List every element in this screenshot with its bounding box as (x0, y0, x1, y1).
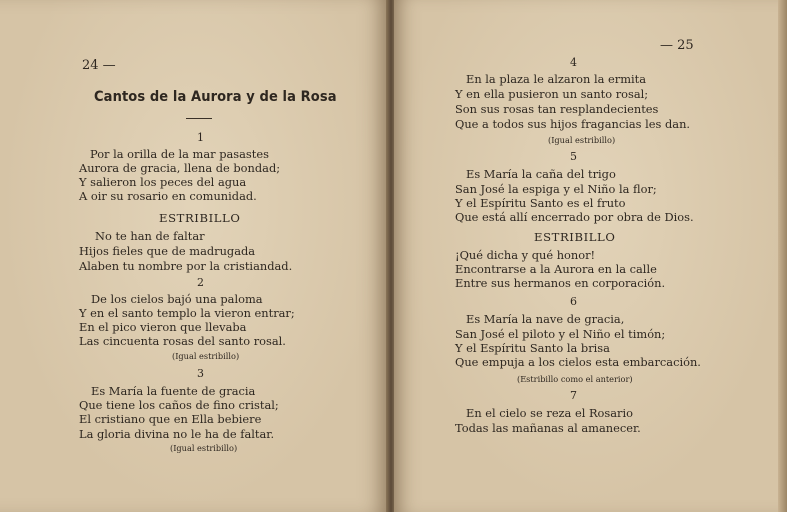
stanza-number: 5 (570, 150, 577, 163)
refrain-line: Encontrarse a la Aurora en la calle (455, 262, 657, 276)
verse-line: En el pico vieron que llevaba (79, 320, 247, 334)
refrain-note: (Igual estribillo) (548, 135, 616, 145)
stanza-number: 3 (197, 367, 204, 380)
verse-line: San José la espiga y el Niño la flor; (455, 182, 657, 196)
verse-line: Y el Espíritu Santo es el fruto (455, 196, 626, 210)
refrain-line: Entre sus hermanos en corporación. (455, 276, 666, 290)
verse-line: A oir su rosario en comunidad. (79, 189, 257, 203)
verse-line: Y el Espíritu Santo la brisa (455, 341, 610, 355)
refrain-note: (Igual estribillo) (172, 351, 240, 361)
verse-line: Que a todos sus hijos fragancias les dan. (455, 117, 691, 131)
verse-line: Es María la caña del trigo (466, 167, 616, 181)
verse-line: Es María la nave de gracia, (466, 312, 625, 326)
stanza-number: 1 (197, 131, 204, 144)
stanza-number: 4 (570, 56, 577, 69)
page-number: — 25 (660, 38, 694, 53)
verse-line: Y salieron los peces del agua (79, 175, 247, 189)
refrain-line: Hijos fieles que de madrugada (79, 244, 256, 258)
verse-line: Las cincuenta rosas del santo rosal. (79, 334, 286, 348)
verse-line: En la plaza le alzaron la ermita (466, 72, 647, 86)
page-title: Cantos de la Aurora y de la Rosa (94, 89, 337, 105)
verse-line: Que empuja a los cielos esta embarcación. (455, 355, 701, 369)
stanza-number: 2 (197, 276, 204, 289)
refrain-note: (Igual estribillo) (170, 443, 238, 453)
page-edge (778, 0, 787, 512)
verse-line: Son sus rosas tan resplandecientes (455, 102, 659, 116)
refrain-line: No te han de faltar (95, 229, 205, 243)
verse-line: Que tiene los caños de fino cristal; (79, 398, 279, 412)
verse-line: La gloria divina no le ha de faltar. (79, 427, 275, 441)
verse-line: El cristiano que en Ella bebiere (79, 412, 262, 426)
verse-line: Es María la fuente de gracia (91, 384, 256, 398)
verse-line: De los cielos bajó una paloma (91, 292, 263, 306)
refrain-note: (Estribillo como el anterior) (517, 374, 633, 384)
refrain-line: Alaben tu nombre por la cristiandad. (79, 259, 293, 273)
verse-line: San José el piloto y el Niño el timón; (455, 327, 666, 341)
verse-line: En el cielo se reza el Rosario (466, 406, 633, 420)
verse-line: Y en el santo templo la vieron entrar; (79, 306, 295, 320)
title-divider (186, 118, 212, 119)
right-page (394, 0, 787, 512)
refrain-line: ¡Qué dicha y qué honor! (455, 248, 596, 262)
stanza-number: 6 (570, 295, 577, 308)
refrain-heading: ESTRIBILLO (159, 211, 241, 225)
left-page (0, 0, 388, 512)
verse-line: Y en ella pusieron un santo rosal; (455, 87, 649, 101)
stanza-number: 7 (570, 389, 577, 402)
verse-line: Por la orilla de la mar pasastes (90, 147, 269, 161)
refrain-heading: ESTRIBILLO (534, 230, 616, 244)
verse-line: Todas las mañanas al amanecer. (455, 421, 641, 435)
verse-line: Aurora de gracia, llena de bondad; (79, 161, 281, 175)
verse-line: Que está allí encerrado por obra de Dios. (455, 210, 694, 224)
page-number: 24 — (82, 58, 116, 73)
